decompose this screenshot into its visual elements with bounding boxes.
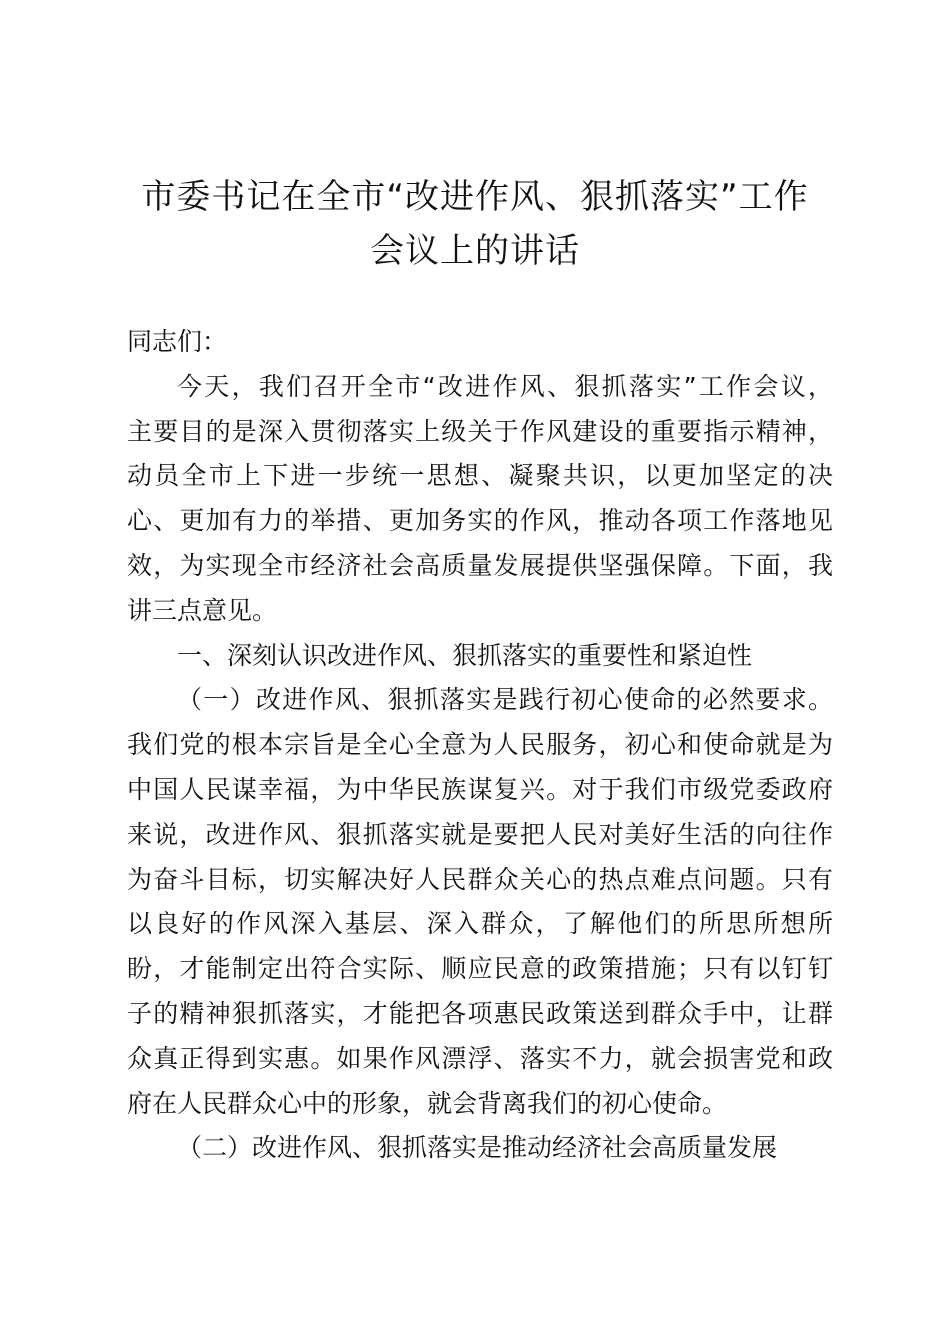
paragraph-line: 以良好的作风深入基层、深入群众，了解他们的所思所想所	[127, 909, 833, 939]
paragraph-intro	[127, 365, 833, 634]
paragraph-line: 讲三点意见。	[127, 595, 278, 625]
paragraph-section-1-1	[127, 678, 833, 1126]
paragraph-line: 为奋斗目标，切实解决好人民群众关心的热点难点问题。只有	[127, 864, 833, 894]
section-heading-1: 一、深刻认识改进作风、狠抓落实的重要性和紧迫性	[177, 640, 753, 670]
paragraph-line: 盼，才能制定出符合实际、顺应民意的政策措施；只有以钉钉	[127, 954, 833, 984]
paragraph-section-1-2-start: （二）改进作风、狠抓落实是推动经济社会高质量发展	[177, 1133, 778, 1163]
document-title	[110, 170, 840, 278]
paragraph-line: （一）改进作风、狠抓落实是践行初心使命的必然要求。	[177, 685, 833, 715]
paragraph-line: 子的精神狠抓落实，才能把各项惠民政策送到群众手中，让群	[127, 998, 833, 1028]
title-line-2: 会议上的讲话	[370, 231, 580, 271]
paragraph-line: 众真正得到实惠。如果作风漂浮、落实不力，就会损害党和政	[127, 1043, 833, 1073]
paragraph-line: 主要目的是深入贯彻落实上级关于作风建设的重要指示精神，	[127, 416, 833, 446]
salutation: 同志们：	[127, 327, 228, 356]
paragraph-line: 中国人民谋幸福，为中华民族谋复兴。对于我们市级党委政府	[127, 774, 833, 804]
paragraph-line: 府在人民群众心中的形象，就会背离我们的初心使命。	[127, 1088, 728, 1118]
paragraph-line: 我们党的根本宗旨是全心全意为人民服务，初心和使命就是为	[127, 730, 833, 760]
title-line-1: 市委书记在全市“改进作风、狠抓落实”工作	[141, 177, 809, 217]
paragraph-line: 来说，改进作风、狠抓落实就是要把人民对美好生活的向往作	[127, 819, 833, 849]
paragraph-line: 动员全市上下进一步统一思想、凝聚共识，以更加坚定的决	[127, 461, 833, 491]
paragraph-line: 心、更加有力的举措、更加务实的作风，推动各项工作落地见	[127, 506, 833, 536]
document-body	[127, 320, 833, 1171]
paragraph-line: 今天，我们召开全市“改进作风、狠抓落实”工作会议，	[177, 371, 833, 401]
paragraph-line: 效，为实现全市经济社会高质量发展提供坚强保障。下面，我	[127, 550, 833, 580]
